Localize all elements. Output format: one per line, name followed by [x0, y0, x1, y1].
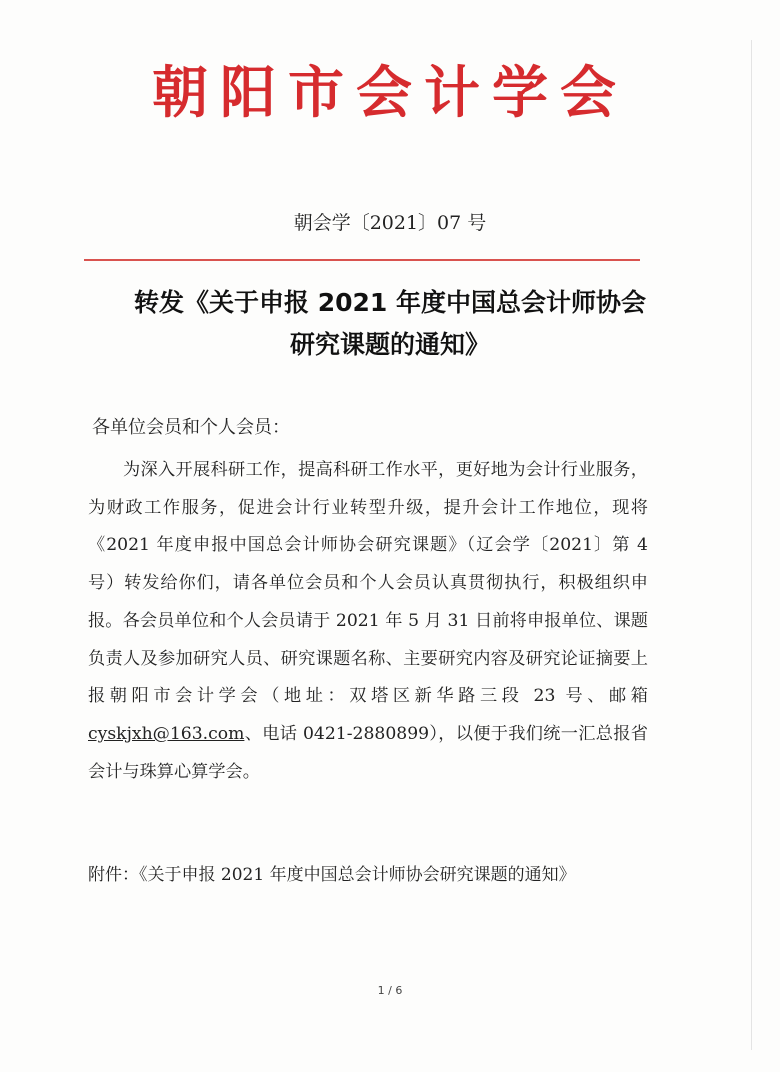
salutation: 各单位会员和个人会员： — [92, 417, 290, 438]
document-title-line-1: 转发《关于申报 2021 年度中国总会计师协会 — [134, 288, 646, 317]
attachment-line: 附件：《关于申报 2021 年度中国总会计师协会研究课题的通知》 — [88, 865, 576, 885]
letterhead-divider — [84, 259, 640, 261]
page-number: 1 / 6 — [377, 984, 403, 997]
email-link[interactable]: cyskjxh@163.com — [88, 723, 245, 744]
scan-edge-line — [751, 40, 752, 1050]
body-text-part-2: 、电话 0421-2880899），以便于我们统一汇总报省会计与珠算心算学会。 — [88, 723, 648, 782]
body-text-part-1: 为深入开展科研工作，提高科研工作水平，更好地为会计行业服务，为财政工作服务，促进会计行业转型升级，提升会计工作地位，现将《2021 年度申报中国总会计师协会研究课题》（辽会学〔2021〕第 4 号）转发给你们，请各单位会员和个人会员认真贯彻执行，积极组织申报。各会员单位和个人会员请于 2021 年 5 月 31 日前将申报单位、课题负责人及参加研究人员、研究课题名称、主要研究内容及研究论证摘要上报朝阳市会计学会（地址：双塔区新华路三段 23 号、邮箱 — [88, 460, 648, 707]
organization-letterhead: 朝阳市会计学会 — [152, 60, 628, 126]
document-number: 朝会学〔2021〕07 号 — [293, 212, 487, 234]
body-paragraph — [88, 452, 648, 791]
document-title-line-2: 研究课题的通知》 — [289, 330, 490, 359]
document-title — [60, 282, 720, 366]
